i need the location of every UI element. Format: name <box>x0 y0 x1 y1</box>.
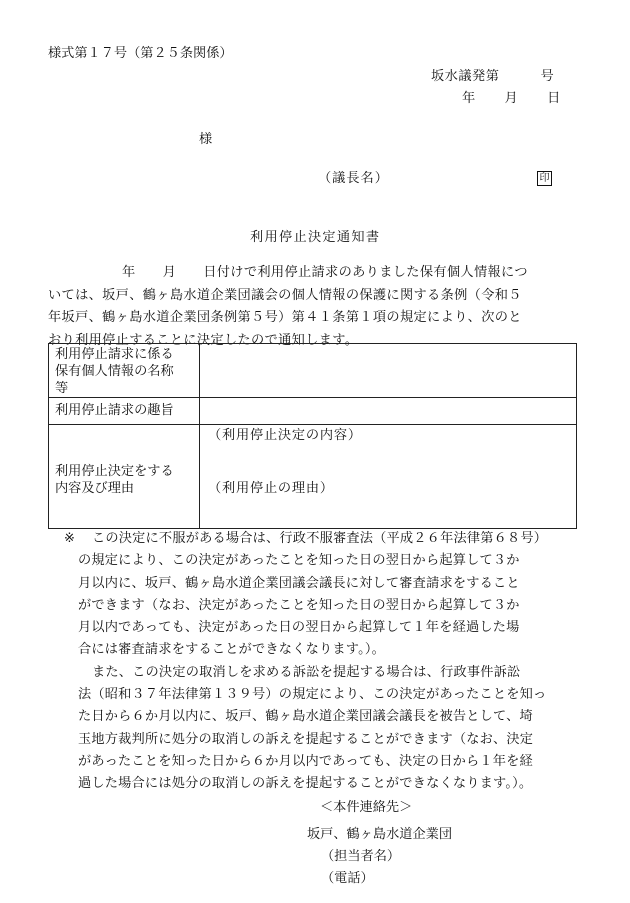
note-line: の規定により、この決定があったことを知った日の翌日から起算して３か <box>78 553 520 569</box>
note-line: た日から６か月以内に、坂戸、鶴ヶ島水道企業団議会議長を被告として、埼 <box>78 709 533 725</box>
request-item-value <box>200 344 577 398</box>
table-row <box>49 344 577 398</box>
note-line: 月以内であっても、決定があった日の翌日から起算して１年を経過した場 <box>78 620 520 636</box>
label-line: 内容及び理由 <box>55 480 135 496</box>
note-line: 法（昭和３７年法律第１３９号）の規定により、この決定があったことを知っ <box>78 687 547 703</box>
intro-line: 年坂戸、鶴ヶ島水道企業団条例第５号）第４１条第１項の規定により、次のと <box>48 310 522 326</box>
intro-line: おり利用停止することに決定したので通知します。 <box>48 332 359 348</box>
issue-date: 年 月 日 <box>462 91 562 106</box>
table-row <box>49 398 577 425</box>
note-line: ができます（なお、決定があったことを知った日の翌日から起算して３か <box>78 597 520 613</box>
note-line: 月以内に、坂戸、鶴ヶ島水道企業団議会議長に対して審査請求をすること <box>78 575 520 591</box>
contact-organization: 坂戸、鶴ヶ島水道企業団 <box>307 827 453 842</box>
appeal-notes <box>48 528 588 796</box>
request-purpose-value <box>200 398 577 425</box>
request-item-label <box>49 344 200 398</box>
table-row <box>49 425 577 529</box>
label-line: 保有個人情報の名称 <box>55 364 174 379</box>
note-line: があったことを知った日から６か月以内であっても、決定の日から１年を経 <box>78 753 533 769</box>
note-line: この決定に不服がある場合は、行政不服審査法（平成２６年法律第６８号） <box>92 531 548 546</box>
seal-mark: 印 <box>537 171 552 186</box>
note-mark: ※ <box>64 531 76 546</box>
addressee-suffix: 様 <box>199 132 213 147</box>
intro-paragraph <box>48 262 581 352</box>
note-line: 過した場合には処分の取消しの訴えを提起することができなくなります。）。 <box>78 776 533 792</box>
decision-content-value <box>200 425 577 529</box>
intro-line: 年 月 日付けで利用停止請求のありました保有個人情報につ <box>122 265 528 280</box>
contact-heading: ＜本件連絡先＞ <box>320 800 413 815</box>
document-title: 利用停止決定通知書 <box>250 230 381 245</box>
document-number: 坂水議発第 号 <box>431 69 555 84</box>
intro-line: いては、坂戸、鶴ヶ島水道企業団議会の個人情報の保護に関する条例（令和５ <box>48 287 522 303</box>
request-purpose-label: 利用停止請求の趣旨 <box>49 398 200 425</box>
note-line: 玉地方裁判所に処分の取消しの訴えを提起することができます（なお、決定 <box>78 731 534 747</box>
form-number: 様式第１７号（第２５条関係） <box>48 46 233 61</box>
contact-person: （担当者名） <box>321 849 401 864</box>
chairperson-name-label: （議長名） <box>318 171 389 186</box>
note-line: また、この決定の取消しを求める訴訟を提起する場合は、行政事件訴訟 <box>92 664 521 680</box>
label-line: 等 <box>55 381 69 396</box>
contact-phone: （電話） <box>321 871 374 886</box>
label-line: 利用停止請求に係る <box>55 347 174 362</box>
note-line: 合には審査請求をすることができなくなります。）。 <box>78 642 386 658</box>
decision-table <box>48 343 577 529</box>
decision-content-heading: （利用停止決定の内容） <box>208 428 362 443</box>
label-line: 利用停止決定をする <box>55 463 174 479</box>
contact-block <box>307 824 452 890</box>
decision-content-label <box>49 425 200 529</box>
decision-reason-heading: （利用停止の理由） <box>208 481 334 496</box>
